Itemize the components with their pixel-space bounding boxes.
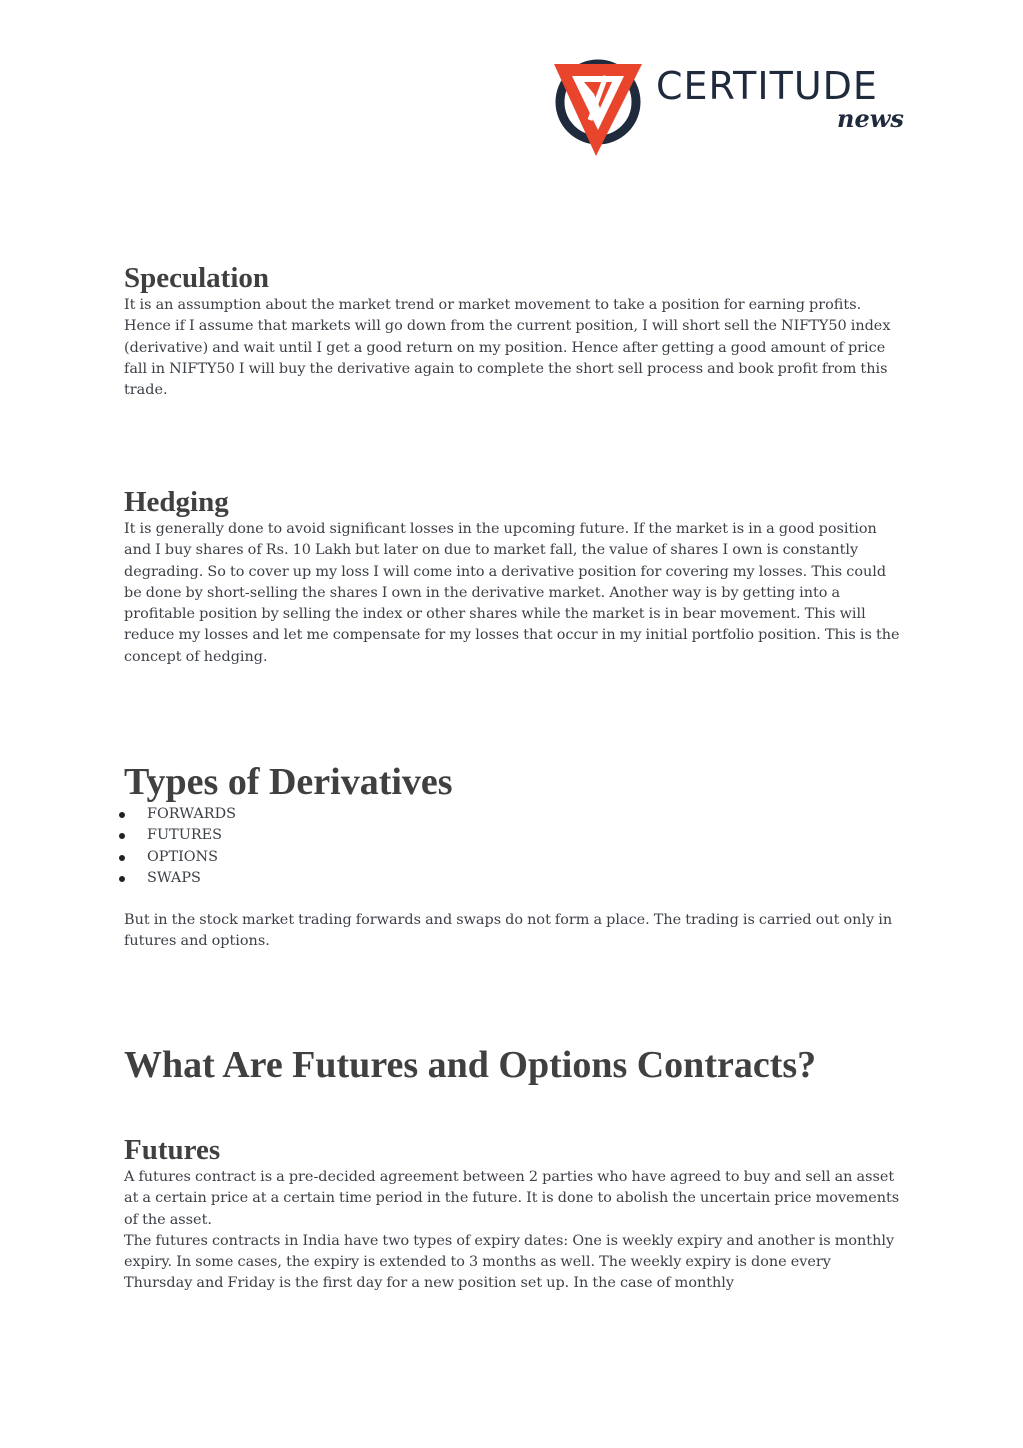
section-futures-options [124, 1043, 902, 1087]
logo-wordmark: CERTITUDE [656, 64, 878, 108]
certitude-logo-mark-icon [550, 58, 646, 158]
futures-paragraph-2: The futures contracts in India have two types of expiry dates: One is weekly expiry and another is monthly expiry. In some cases, the expiry is extended to 3 months as well. The weekly expiry is done every Thursday and Friday is the first day for a new position set up. In the case of monthly [124, 1232, 895, 1292]
section-futures [124, 1133, 902, 1295]
list-item: FUTURES [124, 825, 902, 846]
hedging-heading: Hedging [124, 486, 229, 518]
futures-paragraph-1: A futures contract is a pre-decided agreement between 2 parties who have agreed to buy and sell an asset at a certain price at a certain time period in the future. It is done to abolish the uncertain price movements of the asset. [124, 1169, 900, 1228]
bullet-icon [119, 855, 125, 861]
section-types-of-derivatives [124, 760, 902, 953]
speculation-heading: Speculation [124, 262, 270, 294]
bullet-icon [119, 812, 125, 818]
list-item: FORWARDS [124, 804, 902, 825]
certitude-news-logo [550, 58, 902, 158]
list-item: OPTIONS [124, 847, 902, 868]
logo-subtitle: news [837, 104, 904, 133]
types-paragraph: But in the stock market trading forwards and swaps do not form a place. The trading is carried out only in futures and options. [124, 912, 893, 950]
derivative-types-list [124, 804, 902, 889]
futures-heading: Futures [124, 1134, 221, 1166]
hedging-paragraph: It is generally done to avoid significant losses in the upcoming future. If the market is in a good position and I buy shares of Rs. 10 Lakh but later on due to market fall, the value of shares I own is constantly degrading. So to cover up my loss I will come into a derivative position for covering my losses. This could be done by short-selling the shares I own in the derivative market. Another way is by getting into a profitable position by selling the index or other shares while the market is in bear movement. This will reduce my losses and let me compensate for my losses that occur in my initial portfolio position. This is the concept of hedging. [124, 521, 900, 665]
speculation-paragraph: It is an assumption about the market trend or market movement to take a position for earning profits. Hence if I assume that markets will go down from the current position, I will short sell the NIFTY50 index (derivative) and wait until I get a good return on my position. Hence after getting a good amount of price fall in NIFTY50 I will buy the derivative again to complete the short sell process and book profit from this trade. [124, 297, 891, 399]
types-heading: Types of Derivatives [124, 761, 453, 803]
section-speculation [124, 261, 902, 401]
section-hedging [124, 485, 902, 668]
bullet-icon [119, 833, 125, 839]
futures-options-heading: What Are Futures and Options Contracts? [124, 1044, 817, 1086]
bullet-icon [119, 876, 125, 882]
list-item: SWAPS [124, 868, 902, 889]
